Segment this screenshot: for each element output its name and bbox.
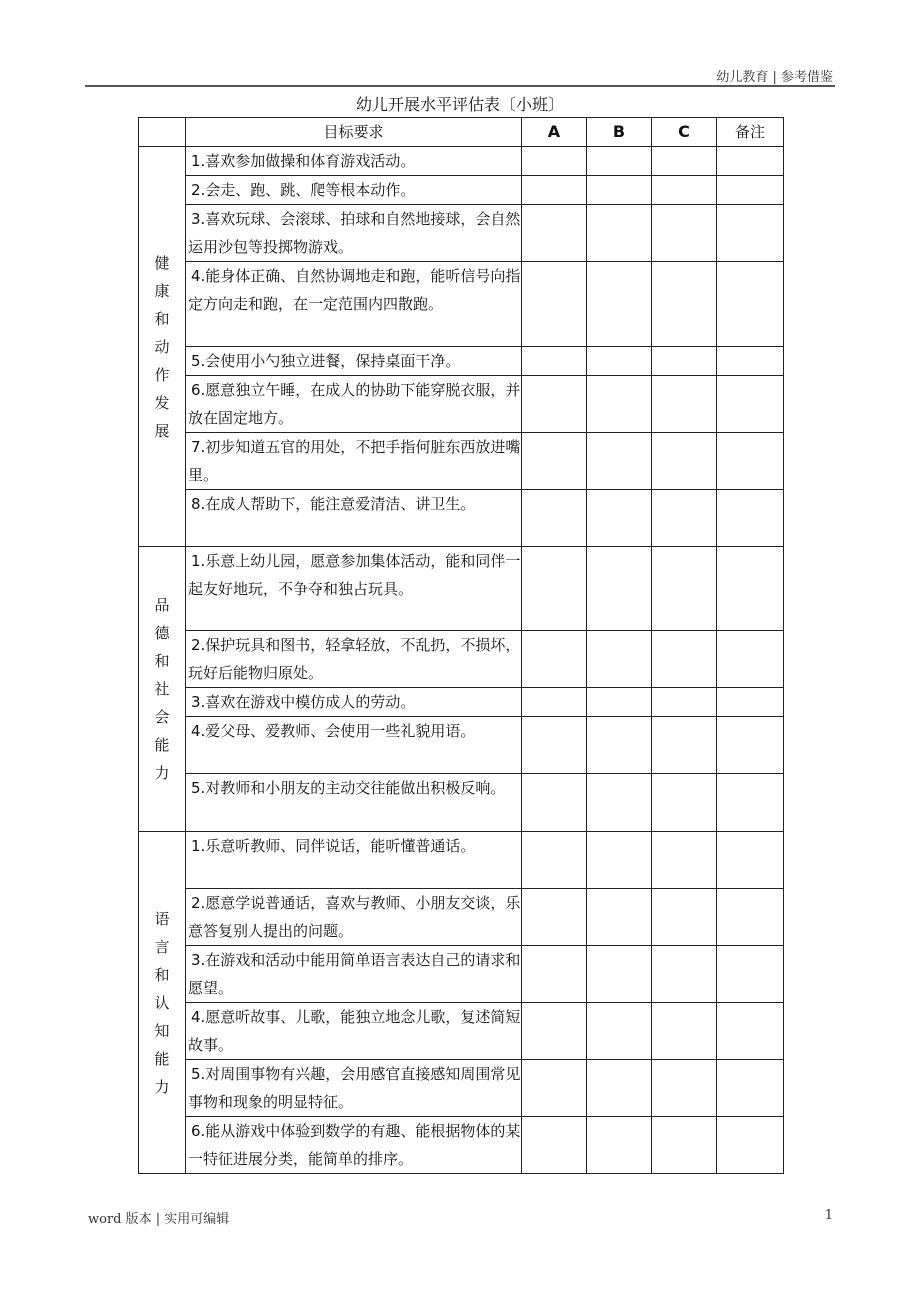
rating-cell-c[interactable]: [652, 376, 717, 433]
goal-text: 5.对周围事物有兴趣，会用感官直接感知周围常见事物和现象的明显特征。: [188, 1065, 521, 1111]
page-footer: word 版本 | 实用可编辑: [88, 1212, 230, 1227]
table-header-row: [139, 118, 784, 147]
table-row: [139, 433, 784, 490]
goal-text: 3.喜欢在游戏中模仿成人的劳动。: [191, 693, 416, 711]
goal-text: 3.在游戏和活动中能用简单语言表达自己的请求和愿望。: [188, 951, 521, 997]
rating-cell-a[interactable]: [522, 176, 587, 205]
rating-cell-b[interactable]: [587, 490, 652, 547]
rating-cell-notes[interactable]: [717, 490, 784, 547]
goal-text: 2.愿意学说普通话，喜欢与教师、小朋友交谈，乐意答复别人提出的问题。: [188, 894, 521, 940]
category-label: 健康和动作发展: [154, 253, 170, 440]
goal-text: 1.乐意上幼儿园，愿意参加集体活动，能和同伴一起友好地玩，不争夺和独占玩具。: [188, 552, 521, 598]
assessment-table: [138, 117, 784, 1174]
rating-cell-c[interactable]: [652, 832, 717, 889]
table-row: [139, 205, 784, 262]
rating-cell-c[interactable]: [652, 205, 717, 262]
rating-cell-notes[interactable]: [717, 889, 784, 946]
rating-cell-notes[interactable]: [717, 376, 784, 433]
rating-cell-a[interactable]: [522, 631, 587, 688]
column-header-a: A: [522, 118, 587, 147]
rating-cell-c[interactable]: [652, 774, 717, 832]
rating-cell-a[interactable]: [522, 832, 587, 889]
goal-cell: [186, 176, 522, 205]
goal-cell: [186, 347, 522, 376]
goal-text: 8.在成人帮助下，能注意爱清洁、讲卫生。: [191, 495, 476, 513]
column-header-c: C: [652, 118, 717, 147]
page-number: 1: [824, 1208, 833, 1223]
rating-cell-b[interactable]: [587, 433, 652, 490]
goal-cell: [186, 205, 522, 262]
goal-text: 1.乐意听教师、同伴说话，能听懂普通话。: [191, 837, 476, 855]
rating-cell-b[interactable]: [587, 1003, 652, 1060]
rating-cell-a[interactable]: [522, 547, 587, 631]
goal-cell: [186, 1060, 522, 1117]
goal-text: 2.保护玩具和图书，轻拿轻放，不乱扔，不损坏，玩好后能物归原处。: [188, 636, 521, 682]
goal-cell: [186, 688, 522, 717]
rating-cell-c[interactable]: [652, 1060, 717, 1117]
header-rule: [85, 85, 835, 87]
goal-text: 4.爱父母、爱教师、会使用一些礼貌用语。: [191, 722, 476, 740]
column-header-category: [139, 118, 186, 147]
table-row: [139, 147, 784, 176]
rating-cell-a[interactable]: [522, 490, 587, 547]
rating-cell-notes[interactable]: [717, 205, 784, 262]
rating-cell-a[interactable]: [522, 147, 587, 176]
goal-cell: [186, 631, 522, 688]
rating-cell-notes[interactable]: [717, 1060, 784, 1117]
rating-cell-notes[interactable]: [717, 832, 784, 889]
table-row: [139, 376, 784, 433]
rating-cell-c[interactable]: [652, 688, 717, 717]
rating-cell-notes[interactable]: [717, 1117, 784, 1174]
goal-cell: [186, 946, 522, 1003]
rating-cell-c[interactable]: [652, 631, 717, 688]
table-row: [139, 176, 784, 205]
rating-cell-b[interactable]: [587, 176, 652, 205]
rating-cell-b[interactable]: [587, 347, 652, 376]
rating-cell-b[interactable]: [587, 547, 652, 631]
table-row: [139, 832, 784, 889]
goal-text: 7.初步知道五官的用处，不把手指何脏东西放进嘴里。: [188, 438, 521, 484]
rating-cell-c[interactable]: [652, 547, 717, 631]
rating-cell-b[interactable]: [587, 946, 652, 1003]
goal-text: 4.愿意听故事、儿歌，能独立地念儿歌，复述简短故事。: [188, 1008, 521, 1054]
rating-cell-c[interactable]: [652, 1117, 717, 1174]
table-row: [139, 547, 784, 631]
rating-cell-b[interactable]: [587, 832, 652, 889]
rating-cell-b[interactable]: [587, 205, 652, 262]
category-cell: [139, 147, 186, 547]
table-row: [139, 774, 784, 832]
page-header: 幼儿教育 | 参考借鉴: [716, 70, 833, 85]
category-cell: [139, 832, 186, 1174]
rating-cell-a[interactable]: [522, 946, 587, 1003]
rating-cell-a[interactable]: [522, 688, 587, 717]
rating-cell-c[interactable]: [652, 889, 717, 946]
goal-text: 2.会走、跑、跳、爬等根本动作。: [191, 181, 416, 199]
rating-cell-notes[interactable]: [717, 262, 784, 347]
table-row: [139, 889, 784, 946]
rating-cell-b[interactable]: [587, 688, 652, 717]
table-row: [139, 688, 784, 717]
rating-cell-notes[interactable]: [717, 688, 784, 717]
rating-cell-b[interactable]: [587, 889, 652, 946]
goal-cell: [186, 832, 522, 889]
rating-cell-b[interactable]: [587, 1060, 652, 1117]
rating-cell-c[interactable]: [652, 347, 717, 376]
rating-cell-a[interactable]: [522, 433, 587, 490]
rating-cell-a[interactable]: [522, 205, 587, 262]
goal-cell: [186, 433, 522, 490]
rating-cell-a[interactable]: [522, 717, 587, 774]
rating-cell-notes[interactable]: [717, 347, 784, 376]
table-row: [139, 1117, 784, 1174]
goal-cell: [186, 376, 522, 433]
rating-cell-notes[interactable]: [717, 147, 784, 176]
table-row: [139, 717, 784, 774]
rating-cell-notes[interactable]: [717, 774, 784, 832]
goal-cell: [186, 774, 522, 832]
table-row: [139, 631, 784, 688]
rating-cell-a[interactable]: [522, 376, 587, 433]
column-header-b: B: [587, 118, 652, 147]
rating-cell-notes[interactable]: [717, 547, 784, 631]
goal-cell: [186, 490, 522, 547]
goal-cell: [186, 717, 522, 774]
goal-text: 5.会使用小勺独立进餐，保持桌面干净。: [191, 352, 461, 370]
category-label: 品德和社会能力: [154, 596, 170, 782]
rating-cell-b[interactable]: [587, 774, 652, 832]
rating-cell-notes[interactable]: [717, 946, 784, 1003]
rating-cell-a[interactable]: [522, 347, 587, 376]
goal-cell: [186, 1117, 522, 1174]
document-title: 幼儿开展水平评估表〔小班〕: [355, 95, 564, 114]
rating-cell-a[interactable]: [522, 1060, 587, 1117]
goal-text: 6.愿意独立午睡，在成人的协助下能穿脱衣服，并放在固定地方。: [188, 381, 521, 427]
table-row: [139, 490, 784, 547]
category-cell: [139, 547, 186, 832]
goal-cell: [186, 1003, 522, 1060]
rating-cell-a[interactable]: [522, 774, 587, 832]
goal-text: 4.能身体正确、自然协调地走和跑，能听信号向指定方向走和跑，在一定范围内四散跑。: [188, 267, 521, 313]
goal-cell: [186, 889, 522, 946]
rating-cell-b[interactable]: [587, 717, 652, 774]
column-header-goals: 目标要求: [186, 118, 522, 147]
goal-text: 1.喜欢参加做操和体育游戏活动。: [191, 152, 416, 170]
rating-cell-notes[interactable]: [717, 176, 784, 205]
rating-cell-c[interactable]: [652, 717, 717, 774]
goal-cell: [186, 547, 522, 631]
table-row: [139, 1060, 784, 1117]
rating-cell-c[interactable]: [652, 176, 717, 205]
table-row: [139, 1003, 784, 1060]
rating-cell-a[interactable]: [522, 1003, 587, 1060]
goal-cell: [186, 262, 522, 347]
rating-cell-c[interactable]: [652, 1003, 717, 1060]
rating-cell-notes[interactable]: [717, 1003, 784, 1060]
table-row: [139, 946, 784, 1003]
rating-cell-b[interactable]: [587, 631, 652, 688]
rating-cell-c[interactable]: [652, 433, 717, 490]
table-row: [139, 262, 784, 347]
rating-cell-notes[interactable]: [717, 717, 784, 774]
rating-cell-a[interactable]: [522, 262, 587, 347]
rating-cell-notes[interactable]: [717, 433, 784, 490]
rating-cell-c[interactable]: [652, 946, 717, 1003]
rating-cell-c[interactable]: [652, 490, 717, 547]
goal-text: 6.能从游戏中体验到数学的有趣、能根据物体的某一特征进展分类，能简单的排序。: [188, 1122, 521, 1168]
column-header-notes: 备注: [717, 118, 784, 147]
rating-cell-notes[interactable]: [717, 631, 784, 688]
goal-text: 3.喜欢玩球、会滚球、拍球和自然地接球，会自然运用沙包等投掷物游戏。: [188, 210, 521, 256]
rating-cell-b[interactable]: [587, 262, 652, 347]
goal-text: 5.对教师和小朋友的主动交往能做出积极反响。: [191, 779, 506, 797]
rating-cell-b[interactable]: [587, 147, 652, 176]
rating-cell-a[interactable]: [522, 889, 587, 946]
rating-cell-a[interactable]: [522, 1117, 587, 1174]
rating-cell-b[interactable]: [587, 376, 652, 433]
table-row: [139, 347, 784, 376]
goal-cell: [186, 147, 522, 176]
rating-cell-b[interactable]: [587, 1117, 652, 1174]
rating-cell-c[interactable]: [652, 147, 717, 176]
category-label: 语言和认知能力: [154, 909, 170, 1096]
rating-cell-c[interactable]: [652, 262, 717, 347]
